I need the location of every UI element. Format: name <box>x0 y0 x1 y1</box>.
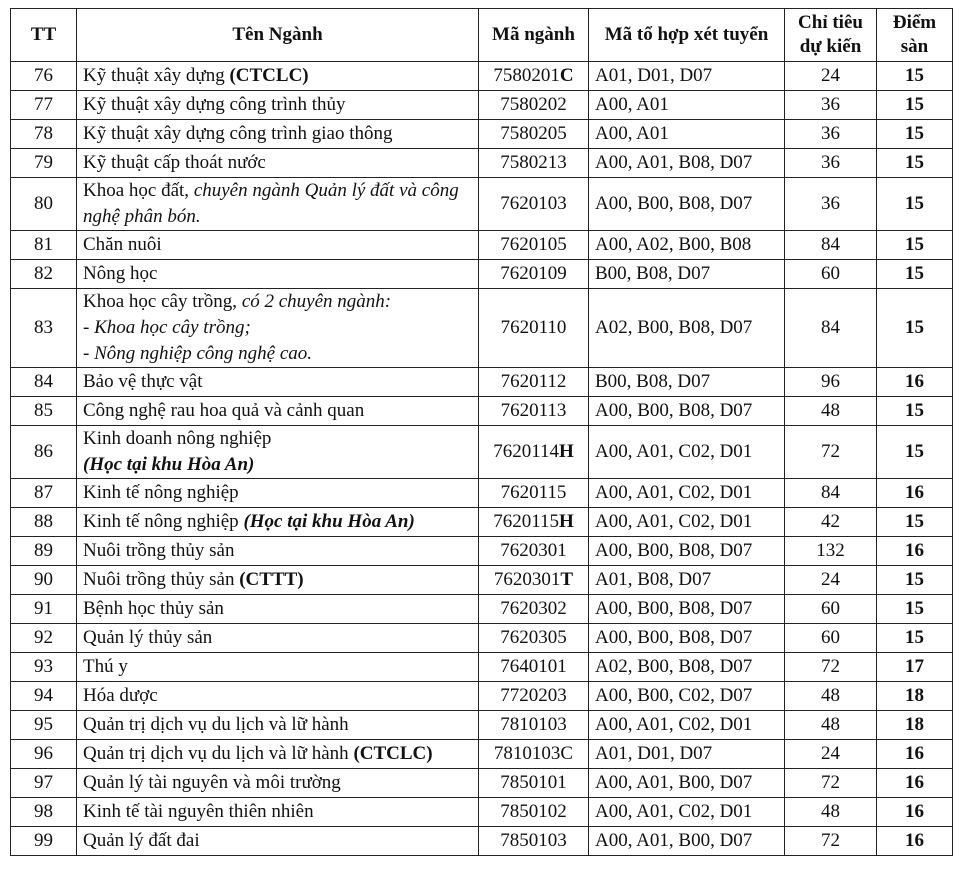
row-name <box>77 711 479 740</box>
row-combos: A02, B00, B08, D07 <box>589 653 785 682</box>
major-name: Bệnh học thủy sản <box>83 598 224 619</box>
row-name <box>77 397 479 426</box>
row-name <box>77 798 479 827</box>
row-code: 7640101 <box>479 653 589 682</box>
row-score: 15 <box>877 508 953 537</box>
row-score: 15 <box>877 426 953 479</box>
row-tt: 90 <box>11 566 77 595</box>
row-code: 7580201C <box>479 62 589 91</box>
table-row <box>11 769 953 798</box>
row-tt: 76 <box>11 62 77 91</box>
table-row <box>11 798 953 827</box>
major-subline: - Nông nghiệp công nghệ cao. <box>83 343 313 364</box>
major-subline: - Khoa học cây trồng; <box>83 317 251 338</box>
major-name: Nuôi trồng thủy sản <box>83 569 240 590</box>
row-code: 7620305 <box>479 624 589 653</box>
row-tt: 81 <box>11 231 77 260</box>
row-quota: 36 <box>785 91 877 120</box>
row-score: 15 <box>877 62 953 91</box>
major-name: Bảo vệ thực vật <box>83 371 203 392</box>
row-score: 16 <box>877 537 953 566</box>
major-tag: (Học tại khu Hòa An) <box>83 454 255 475</box>
row-quota: 24 <box>785 740 877 769</box>
row-name <box>77 120 479 149</box>
row-score: 15 <box>877 397 953 426</box>
major-name: Thú y <box>83 656 128 677</box>
row-tt: 80 <box>11 178 77 231</box>
row-score: 16 <box>877 479 953 508</box>
row-code: 7620301T <box>479 566 589 595</box>
row-quota: 84 <box>785 479 877 508</box>
row-code: 7810103 <box>479 711 589 740</box>
row-name <box>77 289 479 368</box>
row-code: 7620114H <box>479 426 589 479</box>
table-row <box>11 289 953 368</box>
table-row <box>11 426 953 479</box>
table-row <box>11 479 953 508</box>
row-quota: 60 <box>785 595 877 624</box>
row-tt: 94 <box>11 682 77 711</box>
row-tt: 88 <box>11 508 77 537</box>
row-code: 7620302 <box>479 595 589 624</box>
row-tt: 91 <box>11 595 77 624</box>
header-diem-san: Điểm sàn <box>877 9 953 62</box>
row-tt: 87 <box>11 479 77 508</box>
row-combos: A00, B00, B08, D07 <box>589 537 785 566</box>
table-row <box>11 231 953 260</box>
row-score: 15 <box>877 260 953 289</box>
major-name: Quản lý thủy sản <box>83 627 213 648</box>
code-suffix: C <box>559 65 574 86</box>
major-tag: (CTTT) <box>239 569 304 590</box>
major-name: Quản lý tài nguyên và môi trường <box>83 772 341 793</box>
row-combos: A01, D01, D07 <box>589 62 785 91</box>
row-combos: A00, B00, B08, D07 <box>589 595 785 624</box>
row-combos: B00, B08, D07 <box>589 260 785 289</box>
row-tt: 79 <box>11 149 77 178</box>
table-row <box>11 682 953 711</box>
row-quota: 48 <box>785 397 877 426</box>
table-row <box>11 260 953 289</box>
row-name <box>77 740 479 769</box>
row-quota: 60 <box>785 260 877 289</box>
row-combos: A00, A01, C02, D01 <box>589 798 785 827</box>
row-quota: 72 <box>785 769 877 798</box>
row-combos: A00, B00, B08, D07 <box>589 397 785 426</box>
table-row <box>11 624 953 653</box>
row-score: 18 <box>877 711 953 740</box>
row-combos: A00, A02, B00, B08 <box>589 231 785 260</box>
major-name: Quản trị dịch vụ du lịch và lữ hành <box>83 743 354 764</box>
row-score: 16 <box>877 368 953 397</box>
table-row <box>11 653 953 682</box>
header-tt: TT <box>11 9 77 62</box>
major-name: Kỹ thuật xây dựng công trình thủy <box>83 94 346 115</box>
row-name <box>77 260 479 289</box>
row-code: 7850102 <box>479 798 589 827</box>
row-name <box>77 231 479 260</box>
header-ten-nganh: Tên Ngành <box>77 9 479 62</box>
major-name: Kinh tế tài nguyên thiên nhiên <box>83 801 314 822</box>
major-name: Khoa học đất, chuyên ngành Quản lý đất và công nghệ phân bón. <box>83 180 459 227</box>
major-name: Kinh doanh nông nghiệp <box>83 428 272 449</box>
row-quota: 72 <box>785 653 877 682</box>
row-score: 16 <box>877 769 953 798</box>
row-code: 7620103 <box>479 178 589 231</box>
row-tt: 92 <box>11 624 77 653</box>
row-score: 17 <box>877 653 953 682</box>
row-name <box>77 769 479 798</box>
table-row <box>11 740 953 769</box>
row-combos: A00, B00, B08, D07 <box>589 178 785 231</box>
major-name: Quản lý đất đai <box>83 830 200 851</box>
row-score: 15 <box>877 91 953 120</box>
row-combos: A00, B00, C02, D07 <box>589 682 785 711</box>
row-code: 7850101 <box>479 769 589 798</box>
row-score: 15 <box>877 566 953 595</box>
row-quota: 36 <box>785 120 877 149</box>
row-score: 15 <box>877 231 953 260</box>
row-quota: 60 <box>785 624 877 653</box>
table-row <box>11 711 953 740</box>
table-row <box>11 508 953 537</box>
major-name: Kỹ thuật cấp thoát nước <box>83 152 266 173</box>
row-tt: 85 <box>11 397 77 426</box>
major-name: Kỹ thuật xây dựng công trình giao thông <box>83 123 393 144</box>
row-combos: A02, B00, B08, D07 <box>589 289 785 368</box>
major-name: Kinh tế nông nghiệp <box>83 482 239 503</box>
row-name <box>77 508 479 537</box>
row-quota: 48 <box>785 682 877 711</box>
row-code: 7850103 <box>479 827 589 856</box>
header-chi-tieu: Chỉ tiêu dự kiến <box>785 9 877 62</box>
major-name: Chăn nuôi <box>83 234 162 255</box>
major-name: Khoa học cây trồng, có 2 chuyên ngành: <box>83 291 392 312</box>
row-code: 7810103C <box>479 740 589 769</box>
row-code: 7620112 <box>479 368 589 397</box>
major-name: Kinh tế nông nghiệp <box>83 511 244 532</box>
row-name <box>77 537 479 566</box>
row-score: 15 <box>877 149 953 178</box>
major-name: Hóa dược <box>83 685 158 706</box>
row-combos: A00, A01, C02, D01 <box>589 426 785 479</box>
row-combos: A00, A01, C02, D01 <box>589 711 785 740</box>
row-score: 15 <box>877 178 953 231</box>
row-tt: 98 <box>11 798 77 827</box>
major-tag: (CTCLC) <box>229 65 309 86</box>
major-name: Nông học <box>83 263 158 284</box>
row-score: 15 <box>877 120 953 149</box>
row-score: 15 <box>877 624 953 653</box>
table-row <box>11 62 953 91</box>
row-code: 7620115H <box>479 508 589 537</box>
row-code: 7720203 <box>479 682 589 711</box>
row-combos: A00, A01, C02, D01 <box>589 508 785 537</box>
major-name: Quản trị dịch vụ du lịch và lữ hành <box>83 714 349 735</box>
table-row <box>11 149 953 178</box>
row-tt: 96 <box>11 740 77 769</box>
row-tt: 78 <box>11 120 77 149</box>
table-row <box>11 566 953 595</box>
row-quota: 42 <box>785 508 877 537</box>
header-ma-to-hop: Mã tổ hợp xét tuyển <box>589 9 785 62</box>
row-name <box>77 682 479 711</box>
row-score: 16 <box>877 740 953 769</box>
row-name <box>77 653 479 682</box>
table-row <box>11 595 953 624</box>
row-code: 7620110 <box>479 289 589 368</box>
table-row <box>11 91 953 120</box>
major-note: có 2 chuyên ngành: <box>241 291 392 312</box>
row-name <box>77 149 479 178</box>
table-row <box>11 178 953 231</box>
row-name <box>77 178 479 231</box>
row-score: 18 <box>877 682 953 711</box>
row-quota: 96 <box>785 368 877 397</box>
row-name <box>77 566 479 595</box>
major-tag: (Học tại khu Hòa An) <box>243 511 415 532</box>
row-name <box>77 62 479 91</box>
row-name <box>77 479 479 508</box>
code-suffix: H <box>559 441 574 462</box>
row-name <box>77 595 479 624</box>
row-quota: 84 <box>785 231 877 260</box>
row-name <box>77 827 479 856</box>
admissions-table <box>10 8 953 856</box>
row-name <box>77 624 479 653</box>
row-code: 7580205 <box>479 120 589 149</box>
row-tt: 97 <box>11 769 77 798</box>
row-code: 7620105 <box>479 231 589 260</box>
row-quota: 36 <box>785 178 877 231</box>
major-name: Nuôi trồng thủy sản <box>83 540 235 561</box>
row-combos: A00, A01 <box>589 91 785 120</box>
row-combos: B00, B08, D07 <box>589 368 785 397</box>
row-quota: 132 <box>785 537 877 566</box>
row-tt: 83 <box>11 289 77 368</box>
major-tag: (CTCLC) <box>353 743 433 764</box>
table-row <box>11 368 953 397</box>
row-score: 15 <box>877 595 953 624</box>
row-code: 7620113 <box>479 397 589 426</box>
row-quota: 72 <box>785 827 877 856</box>
header-ma-nganh: Mã ngành <box>479 9 589 62</box>
row-combos: A01, D01, D07 <box>589 740 785 769</box>
row-quota: 36 <box>785 149 877 178</box>
header-row <box>11 9 953 62</box>
row-code: 7580213 <box>479 149 589 178</box>
row-quota: 24 <box>785 566 877 595</box>
row-quota: 48 <box>785 798 877 827</box>
row-code: 7620301 <box>479 537 589 566</box>
table-row <box>11 397 953 426</box>
row-combos: A00, A01, B00, D07 <box>589 769 785 798</box>
row-tt: 89 <box>11 537 77 566</box>
row-quota: 24 <box>785 62 877 91</box>
row-score: 16 <box>877 798 953 827</box>
row-code: 7580202 <box>479 91 589 120</box>
code-suffix: H <box>559 511 574 532</box>
row-score: 15 <box>877 289 953 368</box>
row-tt: 93 <box>11 653 77 682</box>
major-name: Công nghệ rau hoa quả và cảnh quan <box>83 400 365 421</box>
row-tt: 84 <box>11 368 77 397</box>
row-tt: 82 <box>11 260 77 289</box>
row-score: 16 <box>877 827 953 856</box>
row-tt: 86 <box>11 426 77 479</box>
row-name <box>77 368 479 397</box>
row-combos: A00, A01, C02, D01 <box>589 479 785 508</box>
row-quota: 84 <box>785 289 877 368</box>
row-tt: 77 <box>11 91 77 120</box>
row-code: 7620115 <box>479 479 589 508</box>
row-combos: A00, A01, B00, D07 <box>589 827 785 856</box>
row-combos: A00, A01 <box>589 120 785 149</box>
code-suffix: T <box>560 569 574 590</box>
row-combos: A01, B08, D07 <box>589 566 785 595</box>
table-row <box>11 537 953 566</box>
row-combos: A00, A01, B08, D07 <box>589 149 785 178</box>
table-row <box>11 827 953 856</box>
row-code: 7620109 <box>479 260 589 289</box>
row-quota: 72 <box>785 426 877 479</box>
row-quota: 48 <box>785 711 877 740</box>
row-combos: A00, B00, B08, D07 <box>589 624 785 653</box>
row-name <box>77 426 479 479</box>
table-row <box>11 120 953 149</box>
major-name: Kỹ thuật xây dựng <box>83 65 230 86</box>
row-tt: 99 <box>11 827 77 856</box>
row-tt: 95 <box>11 711 77 740</box>
major-note: chuyên ngành Quản lý đất và công nghệ phân bón. <box>83 180 459 227</box>
row-name <box>77 91 479 120</box>
